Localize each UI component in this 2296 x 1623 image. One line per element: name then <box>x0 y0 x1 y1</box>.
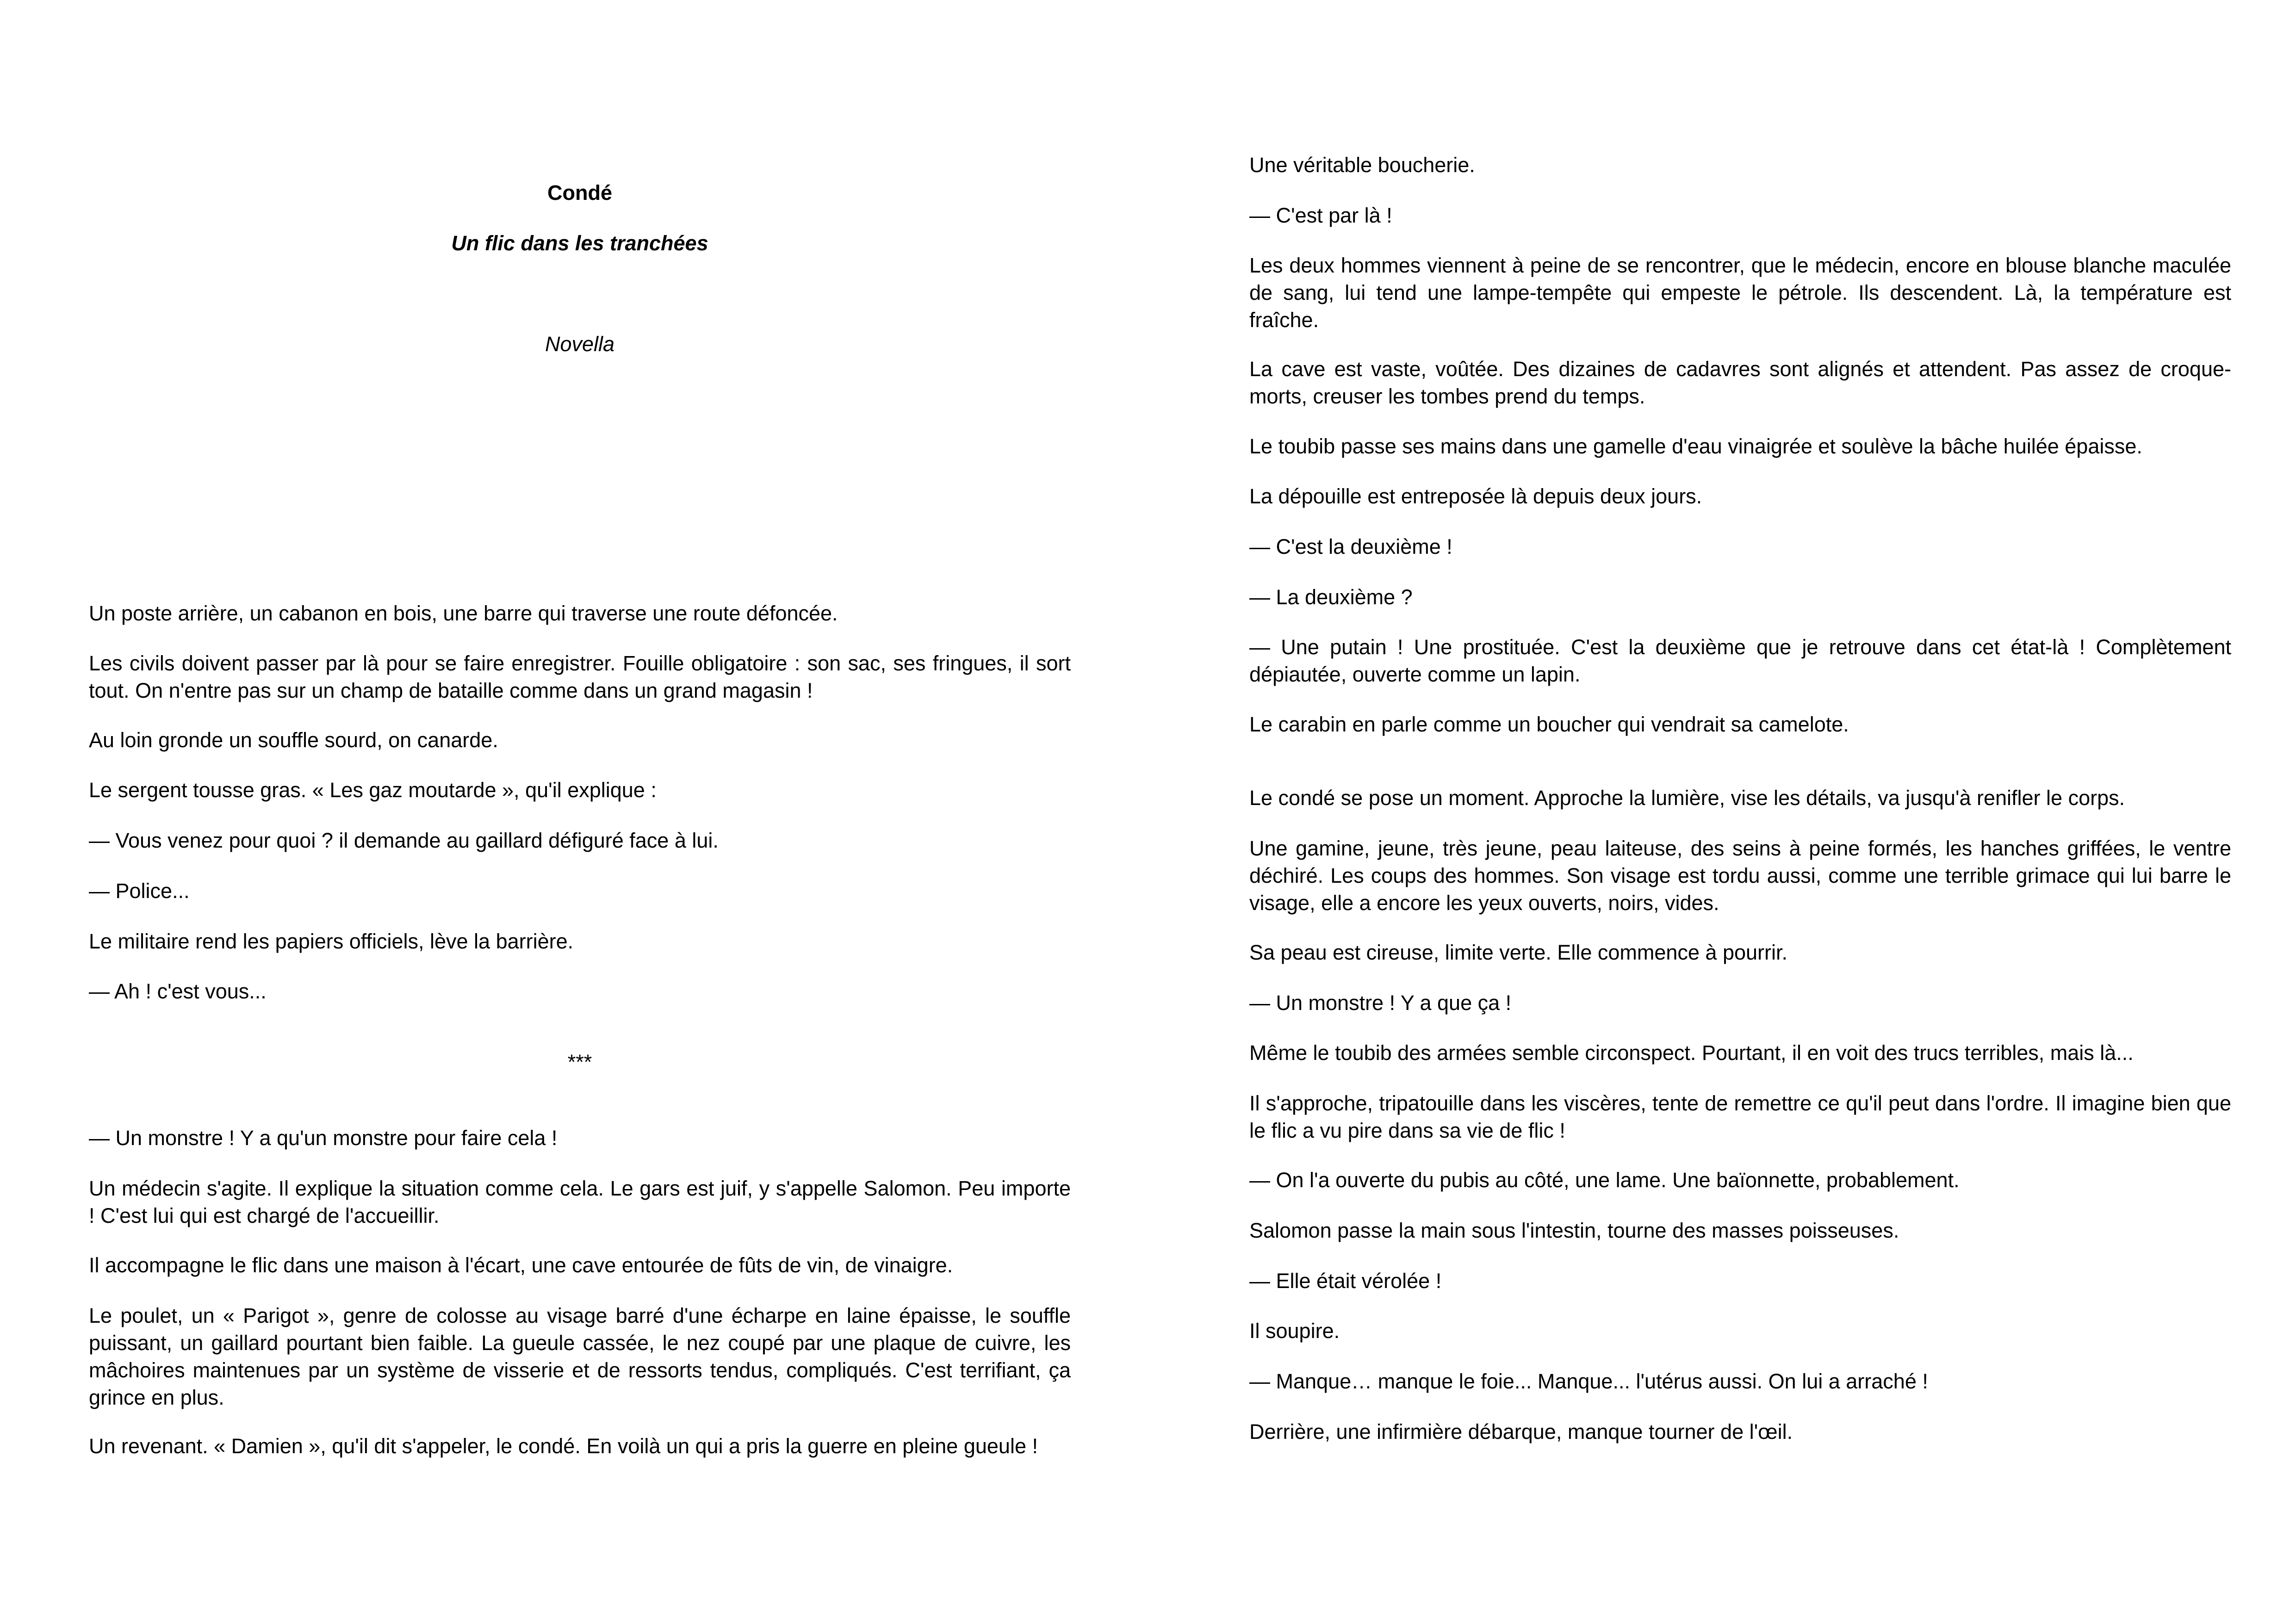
paragraph: — Elle était vérolée ! <box>1249 1269 1442 1293</box>
paragraph: Sa peau est cireuse, limite verte. Elle commence à pourrir. <box>1249 941 1788 964</box>
paragraph: — Ah ! c'est vous... <box>89 979 267 1003</box>
paragraph: Au loin gronde un souffle sourd, on canarde. <box>89 728 498 752</box>
paragraph: Le carabin en parle comme un boucher qui vendrait sa camelote. <box>1249 712 1849 736</box>
paragraph: — C'est la deuxième ! <box>1249 535 1452 558</box>
paragraph: Il soupire. <box>1249 1319 1340 1343</box>
book-title: Condé <box>547 181 612 204</box>
paragraph: Un poste arrière, un cabanon en bois, une barre qui traverse une route défoncée. <box>89 601 838 625</box>
paragraph: — C'est par là ! <box>1249 204 1392 227</box>
paragraph: Une véritable boucherie. <box>1249 153 1475 177</box>
paragraph: Il s'approche, tripatouille dans les viscères, tente de remettre ce qu'il peut dans l'ordre. Il imagine bien que le flic a vu pire dans sa vie de flic ! <box>1249 1091 2231 1142</box>
paragraph: La dépouille est entreposée là depuis deux jours. <box>1249 484 1702 508</box>
paragraph: Le sergent tousse gras. « Les gaz moutarde », qu'il explique : <box>89 778 657 802</box>
paragraph: Le condé se pose un moment. Approche la lumière, vise les détails, va jusqu'à renifler le corps. <box>1249 786 2125 810</box>
book-genre: Novella <box>545 332 615 356</box>
paragraph: Les deux hommes viennent à peine de se rencontrer, que le médecin, encore en blouse blanche maculée de sang, lui tend une lampe-tempête qui empeste le pétrole. Ils descendent. Là, la température est fraîche. <box>1249 254 2231 332</box>
paragraph: — La deuxième ? <box>1249 585 1413 609</box>
paragraph: Salomon passe la main sous l'intestin, tourne des masses poisseuses. <box>1249 1219 1899 1242</box>
paragraph: Les civils doivent passer par là pour se faire enregistrer. Fouille obligatoire : son sac, ses fringues, il sort tout. On n'entre pas sur un champ de bataille comme dans un grand magasin ! <box>89 651 1071 702</box>
paragraph: — Police... <box>89 879 190 903</box>
paragraph: Le toubib passe ses mains dans une gamelle d'eau vinaigrée et soulève la bâche huilée épaisse. <box>1249 434 2142 458</box>
paragraph: — Vous venez pour quoi ? il demande au gaillard défiguré face à lui. <box>89 829 719 852</box>
paragraph: La cave est vaste, voûtée. Des dizaines de cadavres sont alignés et attendent. Pas assez de croque-morts, creuser les tombes prend du temps. <box>1249 357 2231 408</box>
paragraph: Un médecin s'agite. Il explique la situation comme cela. Le gars est juif, y s'appelle Salomon. Peu importe ! C'est lui qui est chargé de l'accueillir. <box>89 1177 1071 1227</box>
paragraph: Il accompagne le flic dans une maison à l'écart, une cave entourée de fûts de vin, de vinaigre. <box>89 1253 953 1277</box>
paragraph: — Un monstre ! Y a qu'un monstre pour faire cela ! <box>89 1126 558 1150</box>
paragraph: — Manque… manque le foie... Manque... l'utérus aussi. On lui a arraché ! <box>1249 1369 1928 1393</box>
section-separator: *** <box>567 1050 592 1074</box>
paragraph: Un revenant. « Damien », qu'il dit s'appeler, le condé. En voilà un qui a pris la guerre en pleine gueule ! <box>89 1434 1038 1458</box>
right-page <box>1249 0 2231 1623</box>
paragraph: — Un monstre ! Y a que ça ! <box>1249 991 1512 1015</box>
paragraph: Le militaire rend les papiers officiels, lève la barrière. <box>89 929 574 953</box>
paragraph: Même le toubib des armées semble circonspect. Pourtant, il en voit des trucs terribles, mais là... <box>1249 1041 2134 1065</box>
paragraph: Une gamine, jeune, très jeune, peau laiteuse, des seins à peine formés, les hanches griffées, le ventre déchiré. Les coups des hommes. Son visage est tordu aussi, comme une terrible grimace qui lui barre le visage, elle a encore les yeux ouverts, noirs, vides. <box>1249 836 2231 915</box>
book-subtitle: Un flic dans les tranchées <box>451 231 708 255</box>
left-page <box>89 0 1071 1623</box>
paragraph: — On l'a ouverte du pubis au côté, une lame. Une baïonnette, probablement. <box>1249 1168 1960 1192</box>
paragraph: Le poulet, un « Parigot », genre de colosse au visage barré d'une écharpe en laine épaisse, le souffle puissant, un gaillard pourtant bien faible. La gueule cassée, le nez coupé par une plaque de cuivre, les mâchoires maintenues par un système de visserie et de ressorts tendus, compliqués. C'est terrifiant, ça grince en plus. <box>89 1304 1071 1409</box>
paragraph: — Une putain ! Une prostituée. C'est la deuxième que je retrouve dans cet état-là ! Complètement dépiautée, ouverte comme un lapin. <box>1249 635 2231 686</box>
paragraph: Derrière, une infirmière débarque, manque tourner de l'œil. <box>1249 1420 1793 1443</box>
